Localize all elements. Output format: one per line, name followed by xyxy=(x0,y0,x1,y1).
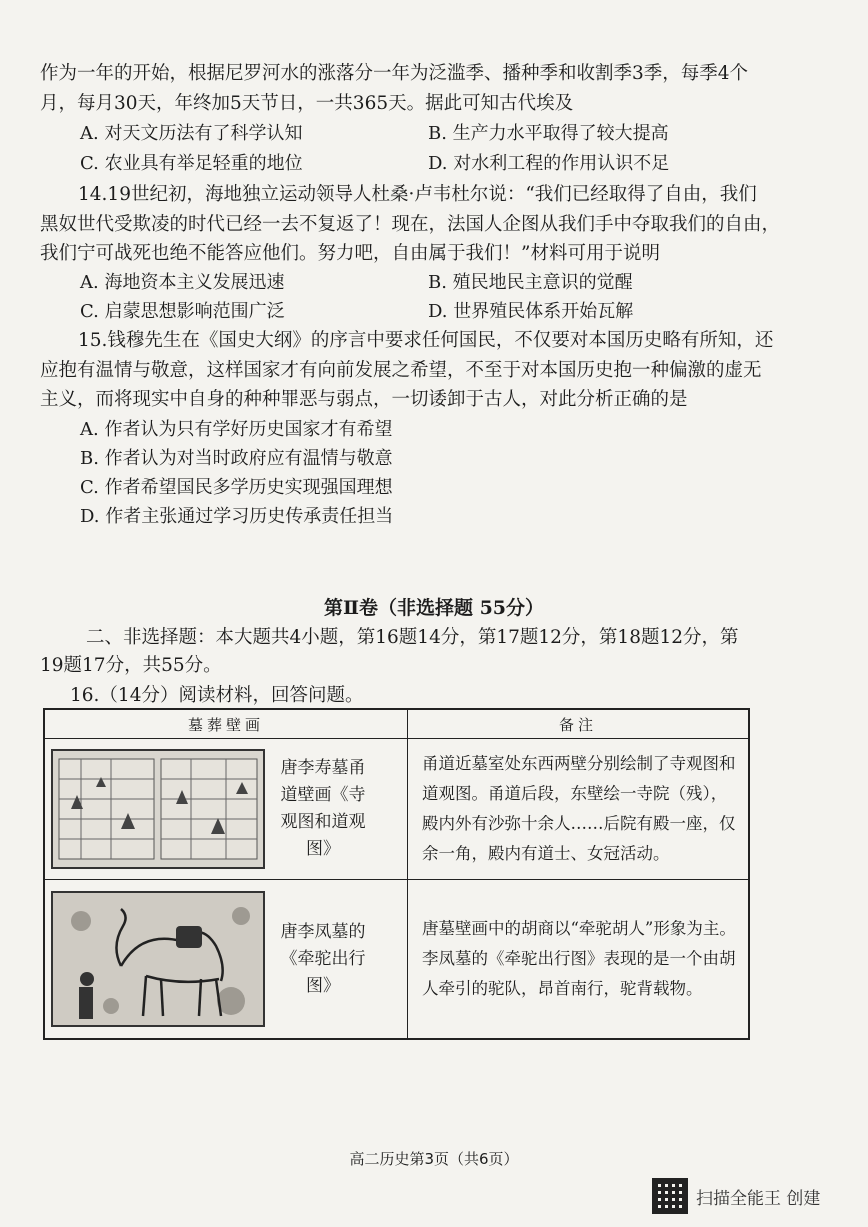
q13-line2: 月，每月30天，年终加5天节日，一共365天。据此可知古代埃及 xyxy=(40,93,574,114)
page-footer: 高二历史第3页（共6页） xyxy=(349,1150,519,1168)
q15-line1: 15.钱穆先生在《国史大纲》的序言中要求任何国民，不仅要对本国历史略有所知，还 xyxy=(78,330,774,351)
table-header-mural: 墓葬壁画 xyxy=(44,709,408,739)
table-header-note: 备注 xyxy=(408,709,750,739)
q13-option-a: A. 对天文历法有了科学认知 xyxy=(80,123,303,144)
table-header-row xyxy=(44,709,749,739)
q15-option-c: C. 作者希望国民多学历史实现强国理想 xyxy=(80,477,393,498)
q15-option-b: B. 作者认为对当时政府应有温情与敬意 xyxy=(80,448,393,469)
table-note: 唐墓壁画中的胡商以“牵驼胡人”形象为主。李凤墓的《牵驼出行图》表现的是一个由胡人牵引的驼队，昂首南行，驼背载物。 xyxy=(408,880,750,1040)
part2-intro-line1: 二、非选择题：本大题共4小题，第16题14分，第17题12分，第18题12分，第 xyxy=(86,627,739,648)
q14-line2: 黑奴世代受欺凌的时代已经一去不复返了！现在，法国人企图从我们手中夺取我们的自由， xyxy=(40,214,781,235)
q13-option-b: B. 生产力水平取得了较大提高 xyxy=(428,123,669,144)
q15-option-d: D. 作者主张通过学习历史传承责任担当 xyxy=(80,506,394,527)
part2-intro-line2: 19题17分，共55分。 xyxy=(40,655,222,676)
camel-mural-image xyxy=(51,891,265,1027)
mural-caption: 唐李凤墓的《牵驼出行图》 xyxy=(280,921,366,996)
q15-line2: 应抱有温情与敬意，这样国家才有向前发展之希望，不至于对本国历史抱一种偏激的虚无 xyxy=(40,360,762,381)
scanner-watermark xyxy=(652,1178,820,1214)
q14-option-c: C. 启蒙思想影响范围广泛 xyxy=(80,301,285,322)
table-row xyxy=(44,880,749,1040)
q13-option-d: D. 对水利工程的作用认识不足 xyxy=(428,153,670,174)
q14-option-d: D. 世界殖民体系开始瓦解 xyxy=(428,301,634,322)
table-row xyxy=(44,739,749,880)
q14-line1: 14.19世纪初，海地独立运动领导人杜桑·卢韦杜尔说：“我们已经取得了自由，我们 xyxy=(78,184,757,205)
temple-mural-image xyxy=(51,749,265,869)
q13-line1: 作为一年的开始，根据尼罗河水的涨落分一年为泛滥季、播种季和收割季3季，每季4个 xyxy=(40,63,749,84)
mural-caption: 唐李寿墓甬道壁画《寺观图和道观图》 xyxy=(280,758,366,859)
table-note: 甬道近墓室处东西两壁分别绘制了寺观图和道观图。甬道后段，东壁绘一寺院（残），殿内外有沙弥十余人……后院有殿一座，仅余一角，殿内有道士、女冠活动。 xyxy=(408,739,750,880)
part2-title: 第Ⅱ卷（非选择题 55分） xyxy=(323,597,545,619)
material-table xyxy=(43,708,750,1040)
q14-line3: 我们宁可战死也绝不能答应他们。努力吧，自由属于我们！”材料可用于说明 xyxy=(40,243,660,264)
q15-option-a: A. 作者认为只有学好历史国家才有希望 xyxy=(80,419,393,440)
q15-line3: 主义，而将现实中自身的种种罪恶与弱点，一切诿卸于古人，对此分析正确的是 xyxy=(40,389,688,410)
q14-option-b: B. 殖民地民主意识的觉醒 xyxy=(428,272,633,293)
scanner-label: 扫描全能王 创建 xyxy=(696,1188,821,1209)
q14-option-a: A. 海地资本主义发展迅速 xyxy=(80,272,285,293)
q13-option-c: C. 农业具有举足轻重的地位 xyxy=(80,153,303,174)
q16-stem: 16.（14分）阅读材料，回答问题。 xyxy=(70,685,364,706)
qr-code-icon xyxy=(652,1178,688,1214)
